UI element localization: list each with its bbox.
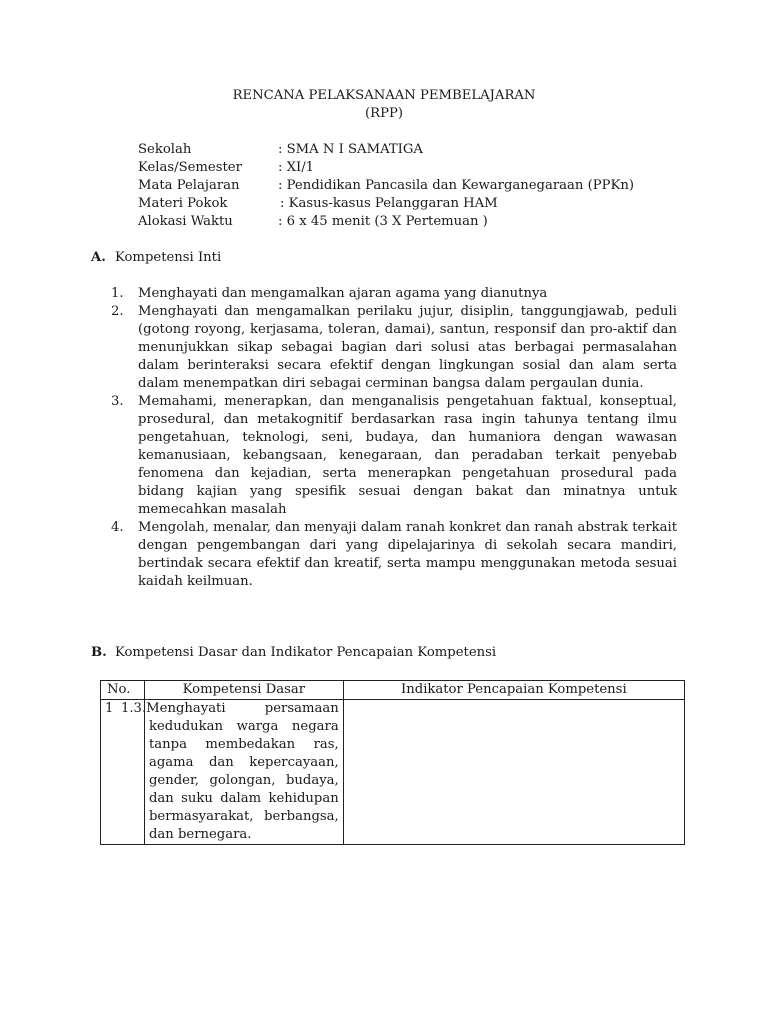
item-number: 4. [111,520,124,535]
item-text: Menghayati dan mengamalkan perilaku jujur, disiplin, tanggungjawab, peduli (gotong royong, kerjasama, toleran, damai), santun, responsif dan pro-aktif dan menunjukkan sikap sebagai bagian dari solusi atas berbagai permasalahan dalam berinteraksi secara efektif dengan lingkungan sosial dan alam serta dalam menempatkan diri sebagai cerminan bangsa dalam pergaulan dunia. [138,304,677,391]
section-a-heading [91,249,221,267]
column-header-kompetensi-dasar: Kompetensi Dasar [144,681,343,700]
document-title: RENCANA PELAKSANAAN PEMBELAJARAN [232,88,536,103]
info-row-sekolah [138,141,634,159]
section-title: Kompetensi Inti [115,250,222,265]
item-text: Mengolah, menalar, dan menyaji dalam ranah konkret dan ranah abstrak terkait dengan pengembangan dari yang dipelajarinya di sekolah secara mandiri, bertindak secara efektif dan kreatif, serta mampu menggunakan metoda sesuai kaidah keilmuan. [138,520,677,589]
cell-kompetensi-dasar [120,700,343,845]
kd-entry [120,700,339,844]
info-row-materi [138,195,634,213]
section-letter: A. [91,250,106,265]
info-label: Sekolah [138,142,192,157]
info-row-mapel [138,177,634,195]
kompetensi-inti-list [111,285,677,591]
info-label: Kelas/Semester [138,160,242,175]
info-value: : SMA N I SAMATIGA [278,142,423,157]
item-text: Menghayati dan mengamalkan ajaran agama yang dianutnya [138,286,548,301]
info-label: Alokasi Waktu [138,214,233,229]
section-title: Kompetensi Dasar dan Indikator Pencapaian Kompetensi [115,645,497,660]
info-row-kelas [138,159,634,177]
cell-no: 1 [101,700,145,845]
identity-block [138,141,634,231]
info-value: : Kasus-kasus Pelanggaran HAM [280,196,498,211]
table-header-row [101,681,685,700]
cell-indikator [343,700,684,845]
kd-text: Menghayati persamaan kedudukan warga negara tanpa membedakan ras, agama dan kepercayaan, gender, golongan, budaya, dan suku dalam kehidupan bermasyarakat, berbangsa, dan bernegara. [146,701,339,842]
list-item [111,393,677,519]
kd-number: 1.3. [120,701,147,716]
column-header-indikator: Indikator Pencapaian Kompetensi [343,681,684,700]
item-number: 2. [111,304,124,319]
info-value: : 6 x 45 menit (3 X Pertemuan ) [278,214,488,229]
info-label: Materi Pokok [138,196,228,211]
item-number: 3. [111,394,124,409]
item-text: Memahami, menerapkan, dan menganalisis pengetahuan faktual, konseptual, prosedural, dan metakognitif berdasarkan rasa ingin tahunya tentang ilmu pengetahuan, teknologi, seni, budaya, dan humaniora dengan wawasan kemanusiaan, kebangsaan, kenegaraan, dan peradaban terkait penyebab fenomena dan kejadian, serta menerapkan pengetahuan prosedural pada bidang kajian yang spesifik sesuai dengan bakat dan minatnya untuk memecahkan masalah [138,394,677,517]
table-row [101,700,685,845]
info-label: Mata Pelajaran [138,178,240,193]
info-row-alokasi [138,213,634,231]
list-item [111,285,677,303]
section-letter: B. [91,645,107,660]
list-item [111,303,677,393]
item-number: 1. [111,286,124,301]
info-value: : Pendidikan Pancasila dan Kewarganegaraan (PPKn) [278,178,634,193]
column-header-no: No. [101,681,145,700]
info-value: : XI/1 [278,160,315,175]
document-subtitle: (RPP) [365,106,403,121]
section-b-heading [91,644,496,662]
kompetensi-dasar-table [100,680,685,845]
list-item [111,519,677,591]
